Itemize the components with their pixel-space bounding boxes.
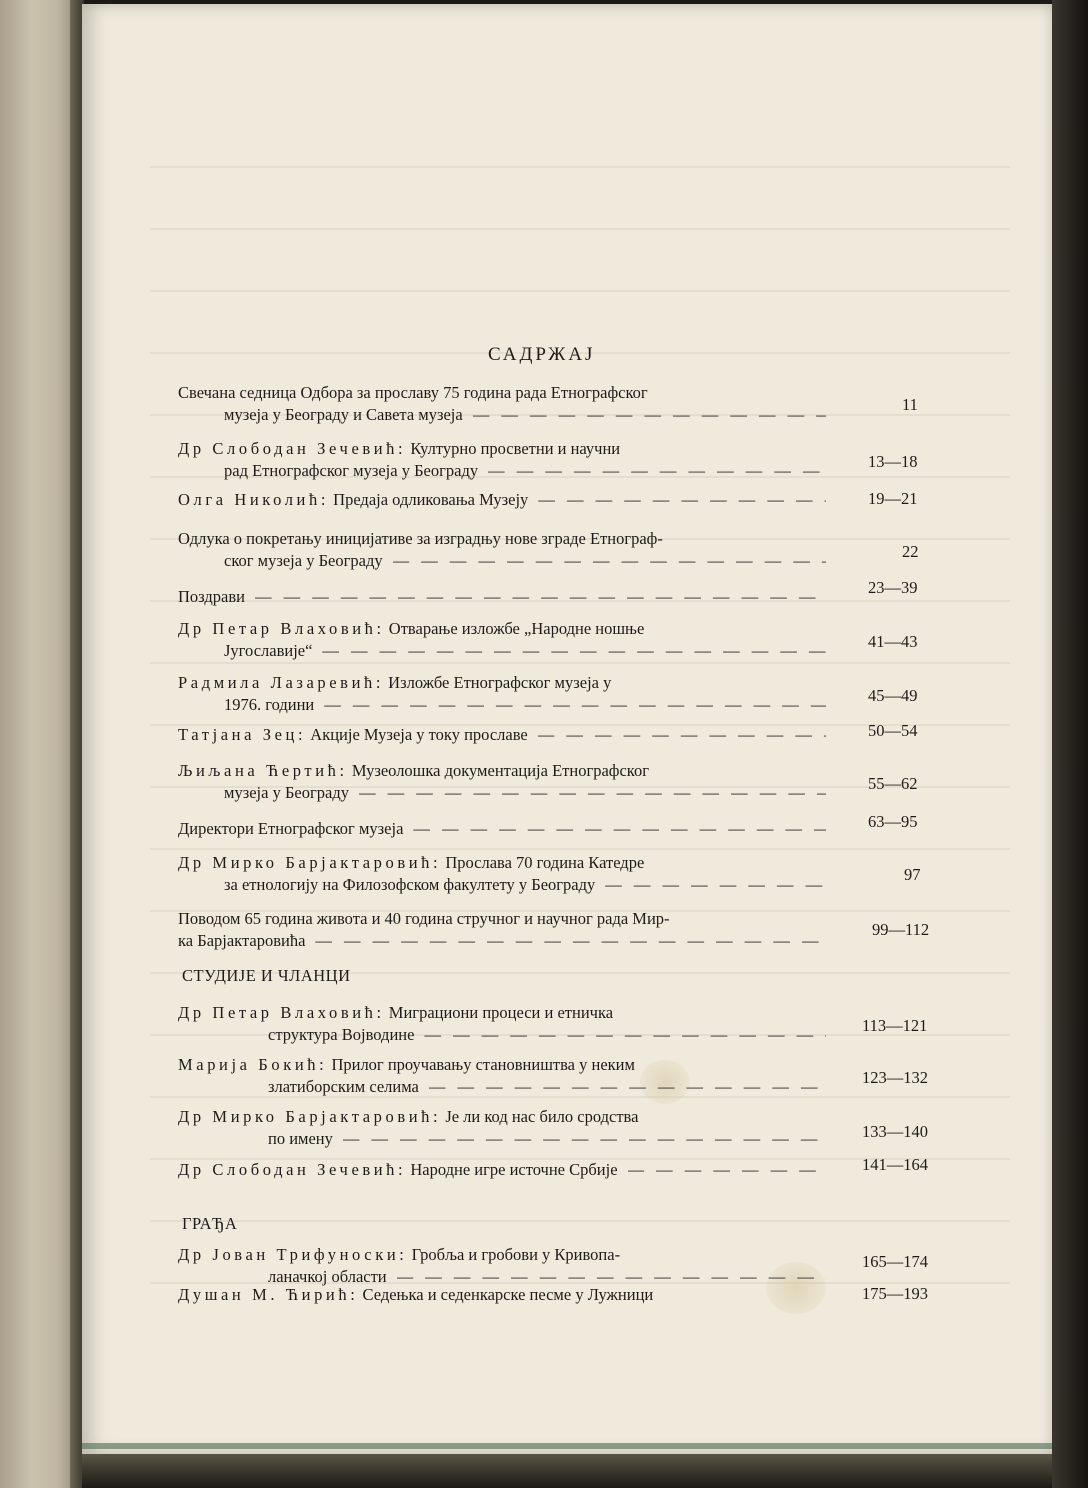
entry-title: Одлука о покретању иницијативе за изградњу нове зграде Етнограф- <box>178 529 663 548</box>
entry-author: Радмила Лазаревић: <box>178 673 385 692</box>
entry-title: Народне игре источне Србије <box>410 1160 618 1179</box>
entry-title: Акције Музеја у току прославе <box>310 725 528 744</box>
entry-title-cont: Југославије“ <box>224 641 313 660</box>
entry-title-cont: структура Војводине <box>268 1025 415 1044</box>
leader-dashes <box>393 550 826 572</box>
entry-title-cont: ка Барјактаровића <box>178 931 306 950</box>
entry-title-cont: за етнологију на Филозофском факултету у Београду <box>224 875 596 894</box>
toc-entry <box>178 586 826 608</box>
toc-title: САДРЖАЈ <box>488 344 596 365</box>
toc-entry <box>178 1106 826 1150</box>
entry-author: Др Слободан Зечевић: <box>178 1160 407 1179</box>
toc-entry <box>178 489 826 511</box>
page-right-edge <box>1052 0 1088 1488</box>
entry-title: Музеолошка документација Етнографског <box>351 761 650 780</box>
toc-entry <box>178 760 826 804</box>
toc-entry <box>178 1002 826 1046</box>
entry-title: Седењка и седенкарске песме у Лужници <box>362 1285 654 1304</box>
entry-author: Љиљана Ћертић: <box>178 761 348 780</box>
leader-dashes <box>343 1128 826 1150</box>
entry-author: Олга Николић: <box>178 490 330 509</box>
toc-entry <box>178 438 826 482</box>
leader-dashes <box>413 818 826 840</box>
entry-author: Др Петар Влаховић: <box>178 619 385 638</box>
section-heading-studies: СТУДИЈЕ И ЧЛАНЦИ <box>182 966 351 985</box>
entry-title-cont: рад Етнографског музеја у Београду <box>224 461 479 480</box>
entry-pages: 23—39 <box>868 578 918 597</box>
leader-dashes <box>315 930 826 952</box>
entry-title-cont: златиборским селима <box>268 1077 419 1096</box>
entry-pages: 55—62 <box>868 774 918 793</box>
entry-title-cont: ског музеја у Београду <box>224 551 383 570</box>
toc-entry <box>178 908 826 952</box>
entry-pages: 99—112 <box>872 920 930 939</box>
leader-dashes <box>473 404 826 426</box>
entry-title: Изложбе Етнографског музеја у <box>388 673 612 692</box>
entry-pages: 123—132 <box>862 1068 928 1087</box>
entry-title-cont: музеја у Београду и Савета музеја <box>224 405 463 424</box>
toc-entry <box>178 618 826 662</box>
entry-title: Културно просветни и научни <box>410 439 621 458</box>
entry-pages: 13—18 <box>868 452 918 471</box>
entry-pages: 50—54 <box>868 721 918 740</box>
entry-pages: 165—174 <box>862 1252 928 1271</box>
leader-dashes <box>429 1076 826 1098</box>
toc-entry <box>178 852 826 896</box>
toc-entry <box>178 818 826 840</box>
entry-title: Свечана седница Одбора за прославу 75 година рада Етнографског <box>178 383 648 402</box>
entry-title: Поводом 65 година живота и 40 година стручног и научног рада Мир- <box>178 909 670 928</box>
entry-author: Марија Бокић: <box>178 1055 328 1074</box>
leader-dashes <box>322 640 826 662</box>
entry-pages: 97 <box>904 865 921 884</box>
leader-dashes <box>424 1024 826 1046</box>
leader-dashes <box>359 782 826 804</box>
entry-pages: 11 <box>902 395 918 414</box>
leader-dashes <box>255 586 826 608</box>
section-heading-material: ГРАЂА <box>182 1214 238 1233</box>
entry-pages: 113—121 <box>862 1016 928 1035</box>
entry-title: Миграциони процеси и етничка <box>388 1003 614 1022</box>
entry-pages: 45—49 <box>868 686 918 705</box>
entry-pages: 41—43 <box>868 632 918 651</box>
page-bottom-edge <box>82 1454 1052 1488</box>
entry-pages: 19—21 <box>868 489 918 508</box>
entry-title: Гробља и гробови у Кривопа- <box>411 1245 621 1264</box>
leader-dashes <box>538 489 826 511</box>
toc-entry <box>178 1054 826 1098</box>
entry-author: Др Петар Влаховић: <box>178 1003 385 1022</box>
entry-title: Отварање изложбе „Народне ношње <box>388 619 645 638</box>
leader-dashes <box>488 460 826 482</box>
entry-pages: 133—140 <box>862 1122 928 1141</box>
entry-author: Др Слободан Зечевић: <box>178 439 407 458</box>
toc-entry <box>178 528 826 572</box>
entry-author: Др Јован Трифуноски: <box>178 1245 408 1264</box>
toc-entry <box>178 724 826 746</box>
entry-pages: 63—95 <box>868 812 918 831</box>
entry-author: Душан М. Ћирић: <box>178 1285 359 1304</box>
entry-title: Предаја одликовања Музеју <box>333 490 529 509</box>
entry-author: Татјана Зец: <box>178 725 307 744</box>
entry-title: Прилог проучавању становништва у неким <box>331 1055 635 1074</box>
leader-dashes <box>628 1159 826 1181</box>
entry-title-cont: 1976. години <box>224 695 315 714</box>
entry-title-cont: музеја у Београду <box>224 783 349 802</box>
entry-pages: 22 <box>902 542 919 561</box>
entry-author: Др Мирко Барјактаровић: <box>178 1107 442 1126</box>
entry-pages: 141—164 <box>862 1155 928 1174</box>
leader-dashes <box>324 694 826 716</box>
toc-entry <box>178 1159 826 1181</box>
cover-strip <box>82 1443 1052 1449</box>
entry-title-cont: по имену <box>268 1129 333 1148</box>
toc-entry <box>178 382 826 426</box>
entry-pages: 175—193 <box>862 1284 928 1303</box>
toc-entry <box>178 672 826 716</box>
toc-entry <box>178 1284 826 1306</box>
toc-entry <box>178 1244 826 1288</box>
entry-author: Др Мирко Барјактаровић: <box>178 853 442 872</box>
leader-dashes <box>605 874 826 896</box>
entry-title: Прослава 70 година Катедре <box>445 853 645 872</box>
entry-title: Директори Етнографског музеја <box>178 819 404 838</box>
leader-dashes <box>538 724 826 746</box>
entry-title: Поздрави <box>178 587 245 606</box>
entry-title-cont: ланачкој области <box>268 1267 387 1286</box>
entry-title: Је ли код нас било сродства <box>445 1107 639 1126</box>
